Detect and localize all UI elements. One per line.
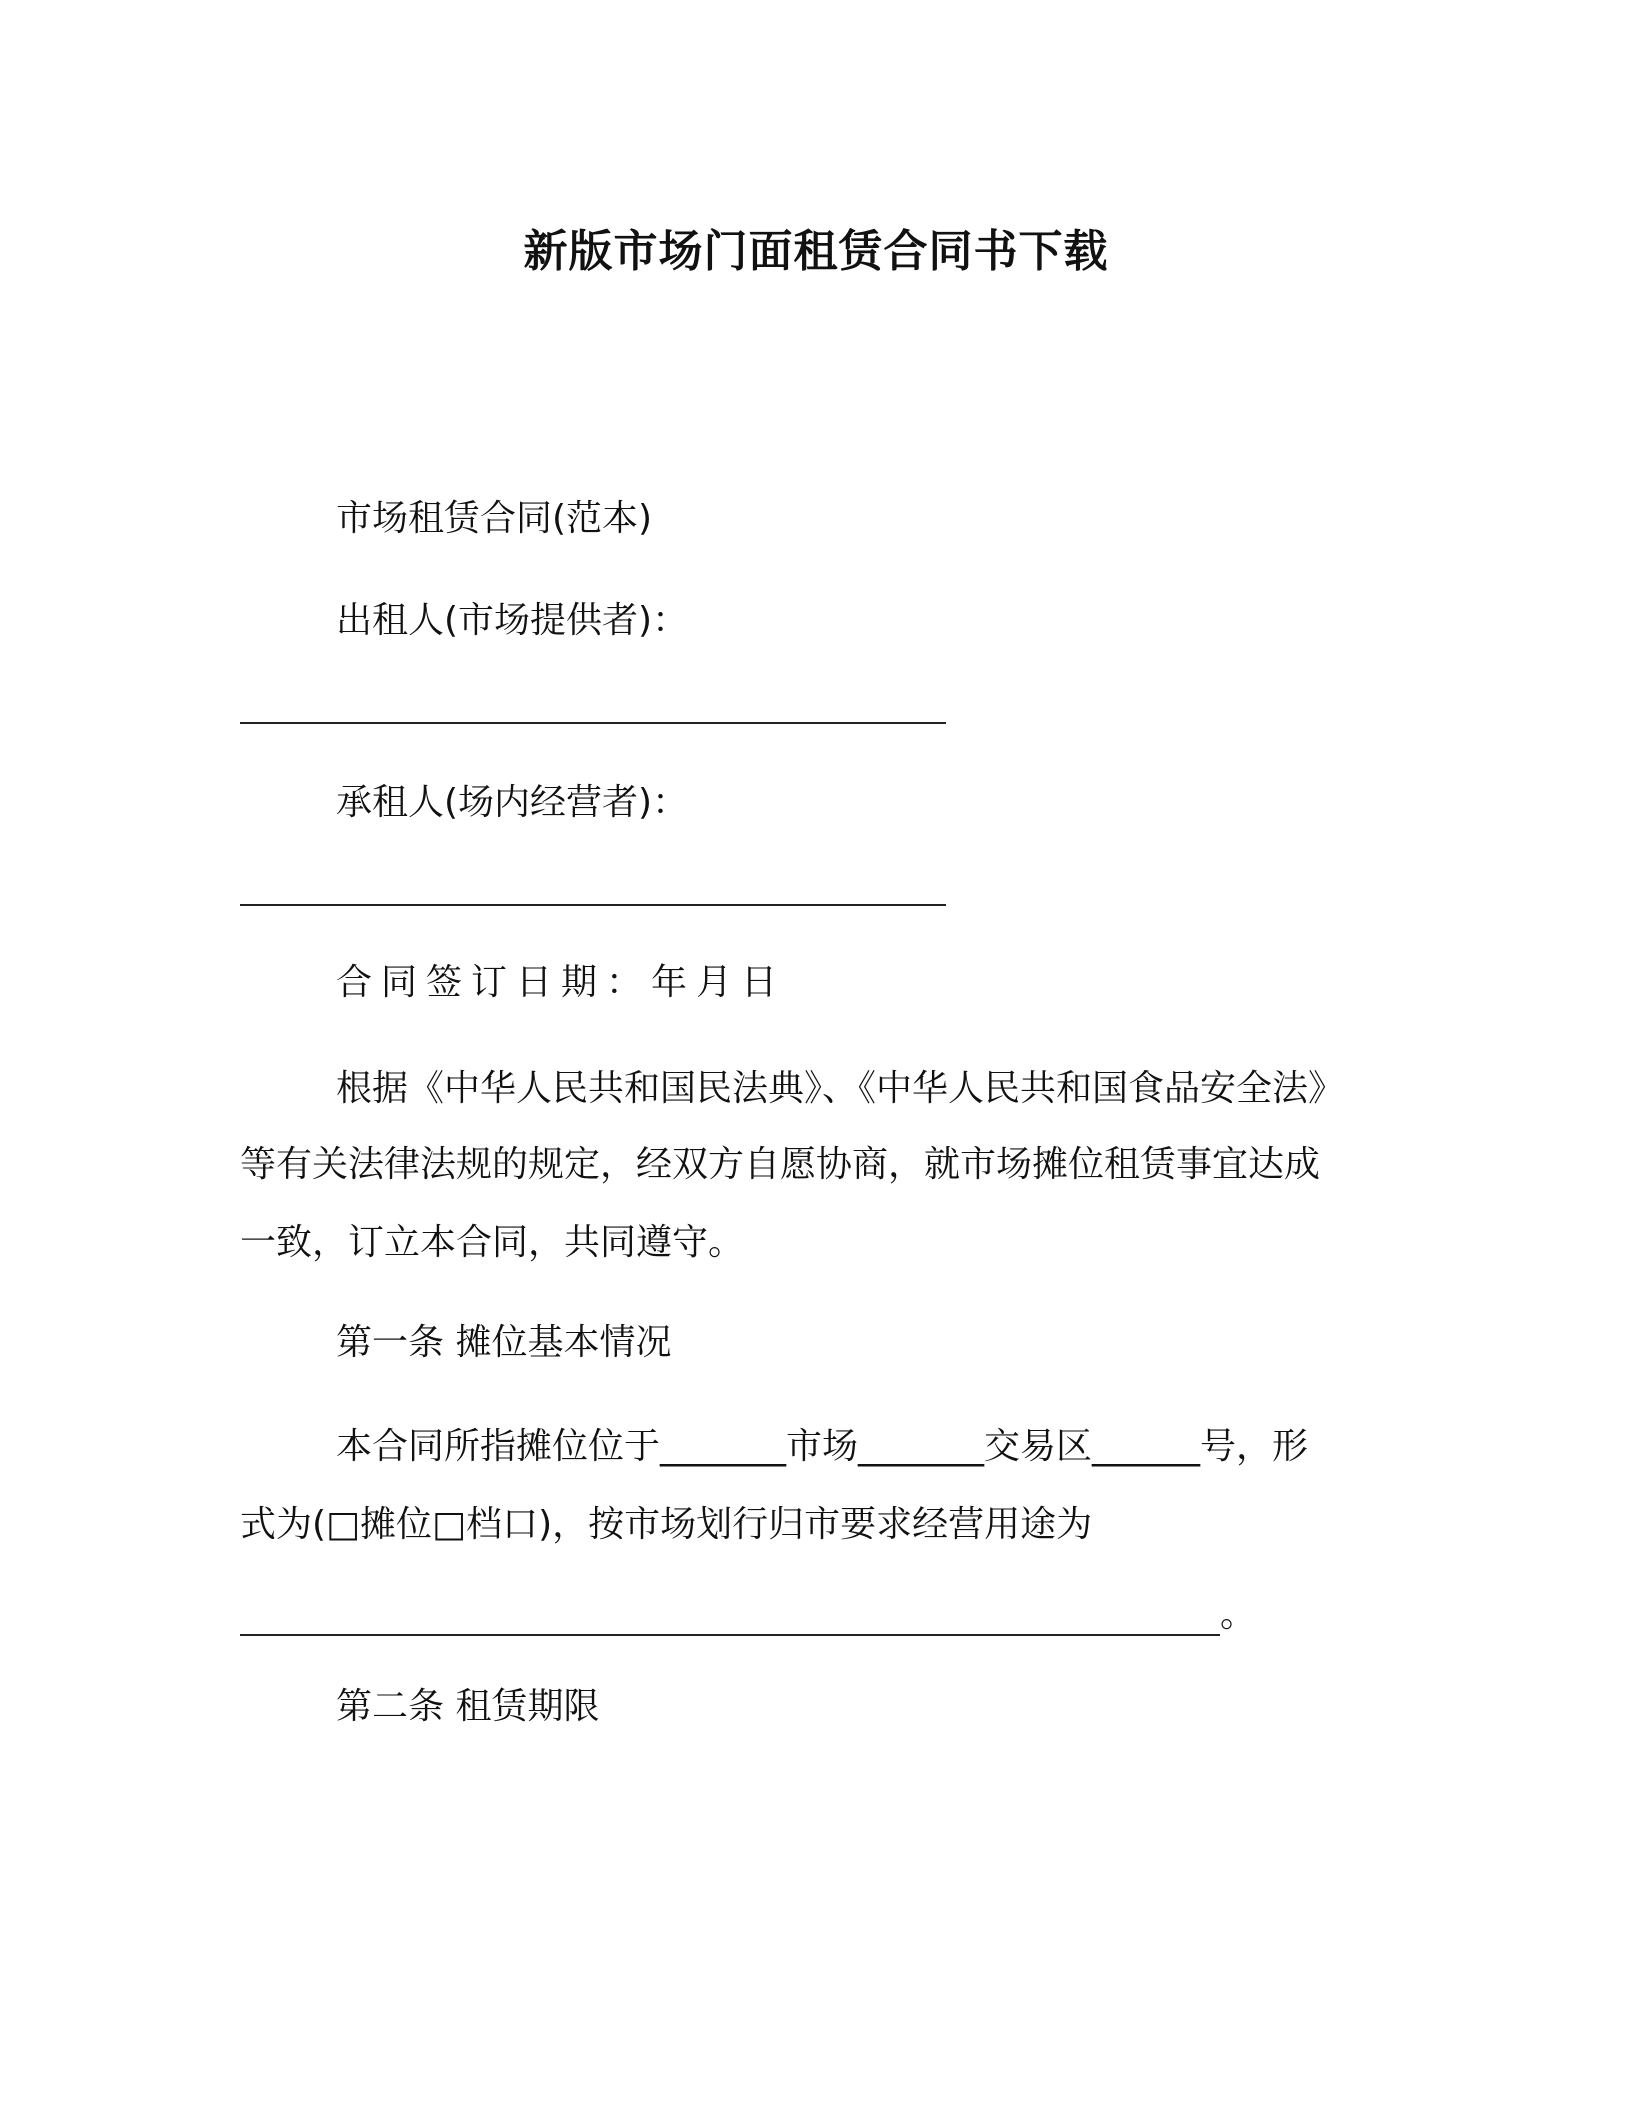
sign-date: 合同签订日期：年月日: [336, 962, 787, 1003]
document-title: 新版市场门面租赁合同书下载: [523, 226, 1109, 277]
article-1-line-3-end: 。: [1220, 1594, 1257, 1635]
article-1-line-2: 式为(□摊位□档口)，按市场划行归市要求经营用途为: [240, 1504, 1093, 1545]
article-1-heading: 第一条 摊位基本情况: [336, 1322, 672, 1363]
lessor-blank-line: [240, 722, 946, 724]
usage-blank-line: [240, 1634, 1220, 1636]
intro-paragraph-line-2: 等有关法律法规的规定，经双方自愿协商，就市场摊位租赁事宜达成: [240, 1144, 1321, 1185]
article-2-heading: 第二条 租赁期限: [336, 1686, 600, 1727]
intro-paragraph-line-3: 一致，订立本合同，共同遵守。: [240, 1222, 745, 1263]
lessor-label: 出租人(市场提供者)：: [336, 600, 689, 641]
contract-subtitle: 市场租赁合同(范本): [336, 498, 653, 539]
lessee-blank-line: [240, 904, 946, 906]
lessee-label: 承租人(场内经营者)：: [336, 782, 689, 823]
intro-paragraph-line-1: 根据《中华人民共和国民法典》、《中华人民共和国食品安全法》: [336, 1068, 1345, 1109]
article-1-line-1: 本合同所指摊位位于_______市场_______交易区______号，形: [336, 1426, 1309, 1467]
